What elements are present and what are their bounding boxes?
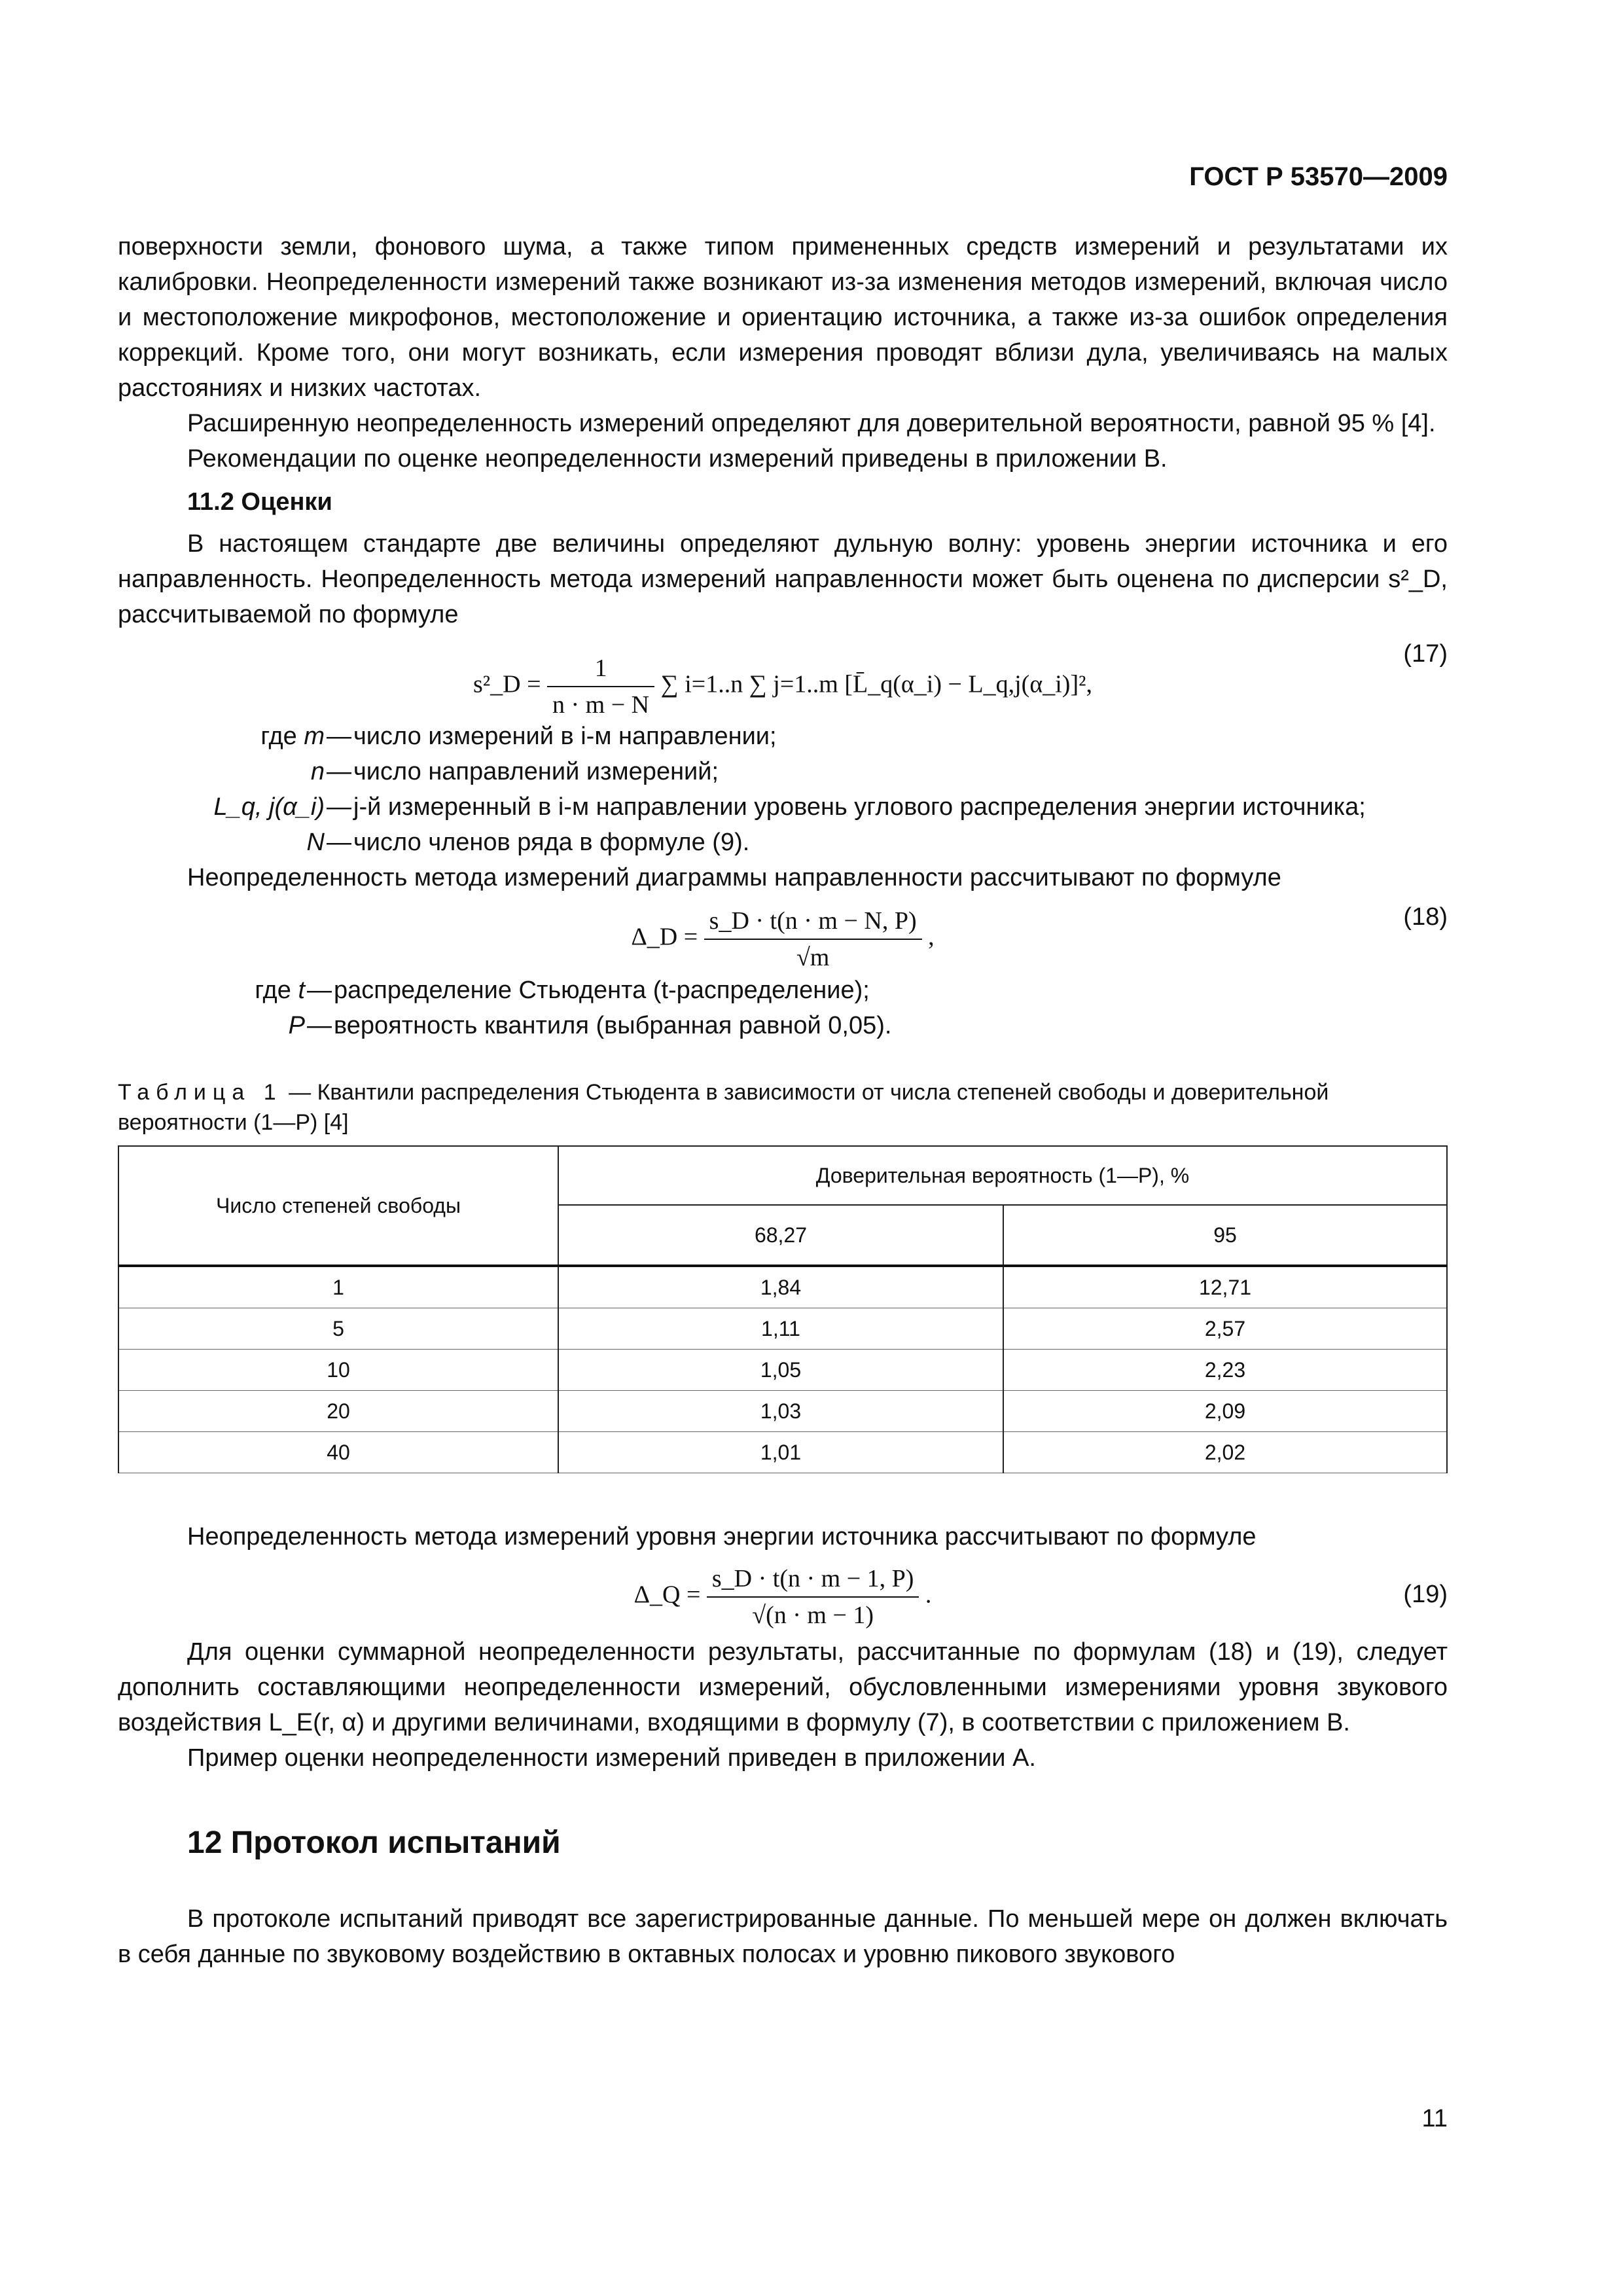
table-cell: 1 [118,1266,558,1308]
table-cell: 5 [118,1308,558,1350]
paragraph-p7: Для оценки суммарной неопределенности результаты, рассчитанные по формулам (18) и (19), следует дополнить составляющими неопределенности измерений, обусловленными измерениями уровня звукового воздействия L_E(r, α) и другими величинами, входящими в формулу (7), в соответствии с приложением В. [118,1638,1448,1736]
where-18-symbol [118,973,305,1008]
where-17-symbol [118,719,325,754]
where-18-sym-text: t [298,977,305,1004]
equation-18-denominator: √m [796,944,830,971]
paragraph-p4: В настоящем стандарте две величины определяют дульную волну: уровень энергии источника и его направленность. Неопределенность метода измерений направленности может быть оценена по дисперсии s²_D, рассчитываемой по формуле [118,530,1448,628]
equation-18-number: (18) [1403,903,1448,931]
equation-19-number: (19) [1403,1581,1448,1608]
table-cell: 2,09 [1003,1391,1447,1432]
where-18-row [118,1008,1448,1043]
equation-19-tail: . [925,1581,932,1609]
paragraph-p3: Рекомендации по оценке неопределенности измерений приведены в приложении В. [187,445,1168,473]
where-17-dash: — [327,793,351,821]
equation-18 [118,899,1448,969]
paragraph-p9: В протоколе испытаний приводят все зарегистрированные данные. По меньшей мере он должен включать в себя данные по звуковому воздействию в октавных полосах и уровню пикового звукового [118,1905,1448,1968]
table-cell: 1,84 [558,1266,1003,1308]
table-row [118,1391,1447,1432]
paragraph-p5: Неопределенность метода измерений диаграммы направленности рассчитывают по формуле [187,864,1281,891]
equation-18-numerator: s_D · t(n · m − N, P) [704,903,922,940]
equation-19 [118,1558,1448,1630]
table-cell: 2,23 [1003,1350,1447,1391]
student-quantiles-table [118,1145,1448,1473]
table-row [118,1350,1447,1391]
equation-19-numerator: s_D · t(n · m − 1, P) [707,1561,919,1598]
table-header-68: 68,27 [558,1205,1003,1266]
where-17-symbol: n [310,758,325,785]
table-cell: 2,02 [1003,1432,1447,1473]
equation-17 [118,636,1448,719]
equation-17-number: (17) [1403,640,1448,668]
equation-19-formula [118,1561,1448,1633]
equation-18-fraction [704,903,922,975]
equation-17-sum: ∑ i=1..n ∑ j=1..m [L̄_q(α_i) − L_q,j(α_i)]², [660,670,1093,698]
where-17-dash: — [327,829,351,856]
table-header-probability: Доверительная вероятность (1—P), % [558,1146,1447,1205]
table-cell: 40 [118,1432,558,1473]
where-17-symbol: N [306,829,325,856]
table-cell: 2,57 [1003,1308,1447,1350]
table-header-degrees: Число степеней свободы [118,1146,558,1266]
where-17-row [118,825,1448,860]
equation-17-lhs: s²_D = [473,670,541,698]
where-18-desc: вероятность квантиля (выбранная равной 0,05). [334,1012,892,1039]
table-row [118,1432,1447,1473]
where-18-dash: — [307,977,332,1004]
where-18-desc: распределение Стьюдента (t-распределение); [334,977,870,1004]
equation-18-tail: , [928,923,935,951]
where-17-row [118,754,1448,789]
table-cell: 10 [118,1350,558,1391]
paragraph-p8: Пример оценки неопределенности измерений приведен в приложении А. [187,1744,1036,1772]
equation-17-formula [118,651,1448,723]
where-18-symbol: P [288,1012,305,1039]
where-18-row [118,973,1448,1008]
equation-18-formula [118,903,1448,975]
table-caption-label: Таблица 1 [118,1080,283,1105]
section-heading-11-2: 11.2 Оценки [187,488,332,516]
paragraph-p6: Неопределенность метода измерений уровня энергии источника рассчитывают по формуле [187,1523,1257,1551]
equation-19-denominator: √(n · m − 1) [752,1602,874,1629]
section-heading-12: 12 Протокол испытаний [187,1825,561,1860]
where-17-sym-text: m [304,723,325,750]
table-header-95: 95 [1003,1205,1447,1266]
document-id-header: ГОСТ Р 53570—2009 [1189,162,1448,191]
where-17-desc: j-й измеренный в i-м направлении уровень углового распределения энергии источника; [353,793,1366,821]
equation-19-lhs: Δ_Q = [633,1581,701,1609]
table-cell: 1,11 [558,1308,1003,1350]
equation-19-fraction [707,1561,919,1633]
table-cell: 12,71 [1003,1266,1447,1308]
where-17-row [118,719,1448,754]
where-17-symbol: L_q, j(α_i) [213,793,325,821]
paragraph-p1: поверхности земли, фонового шума, а также типом примененных средств измерений и результатами их калибровки. Неопределенности измерений также возникают из-за изменения методов измерений, включая число и местоположение микрофонов, местоположение и ориентацию источника, а также из-за ошибок определения коррекций. Кроме того, они могут возникать, если измерения проводят вблизи дула, увеличиваясь на малых расстояниях и низких частотах. [118,233,1448,402]
where-list-18 [118,973,1448,1043]
where-17-prefix: где [260,723,297,750]
where-17-dash: — [327,723,351,750]
paragraph-p2: Расширенную неопределенность измерений определяют для доверительной вероятности, равной 95 % [4]. [187,410,1436,437]
where-list-17 [118,719,1448,860]
where-17-dash: — [327,758,351,785]
where-18-dash: — [307,1012,332,1039]
equation-18-lhs: Δ_D = [631,923,698,951]
table-row [118,1266,1447,1308]
where-18-prefix: где [255,977,291,1004]
page-number: 11 [1421,2105,1448,2132]
where-17-desc: число направлений измерений; [353,758,719,785]
table-cell: 1,05 [558,1350,1003,1391]
equation-17-numerator: 1 [547,651,654,687]
table-cell: 20 [118,1391,558,1432]
table-cell: 1,03 [558,1391,1003,1432]
where-17-desc: число измерений в i-м направлении; [353,723,777,750]
table-cell: 1,01 [558,1432,1003,1473]
where-17-desc: число членов ряда в формуле (9). [353,829,750,856]
where-17-row [118,789,1448,825]
equation-17-denominator: n · m − N [552,691,650,719]
equation-17-fraction [547,651,654,723]
table-caption [118,1077,1448,1138]
table-row [118,1308,1447,1350]
table-caption-text: — Квантили распределения Стьюдента в зависимости от числа степеней свободы и доверительной вероятности (1—P) [4] [118,1080,1329,1135]
document-body [118,229,1448,1972]
